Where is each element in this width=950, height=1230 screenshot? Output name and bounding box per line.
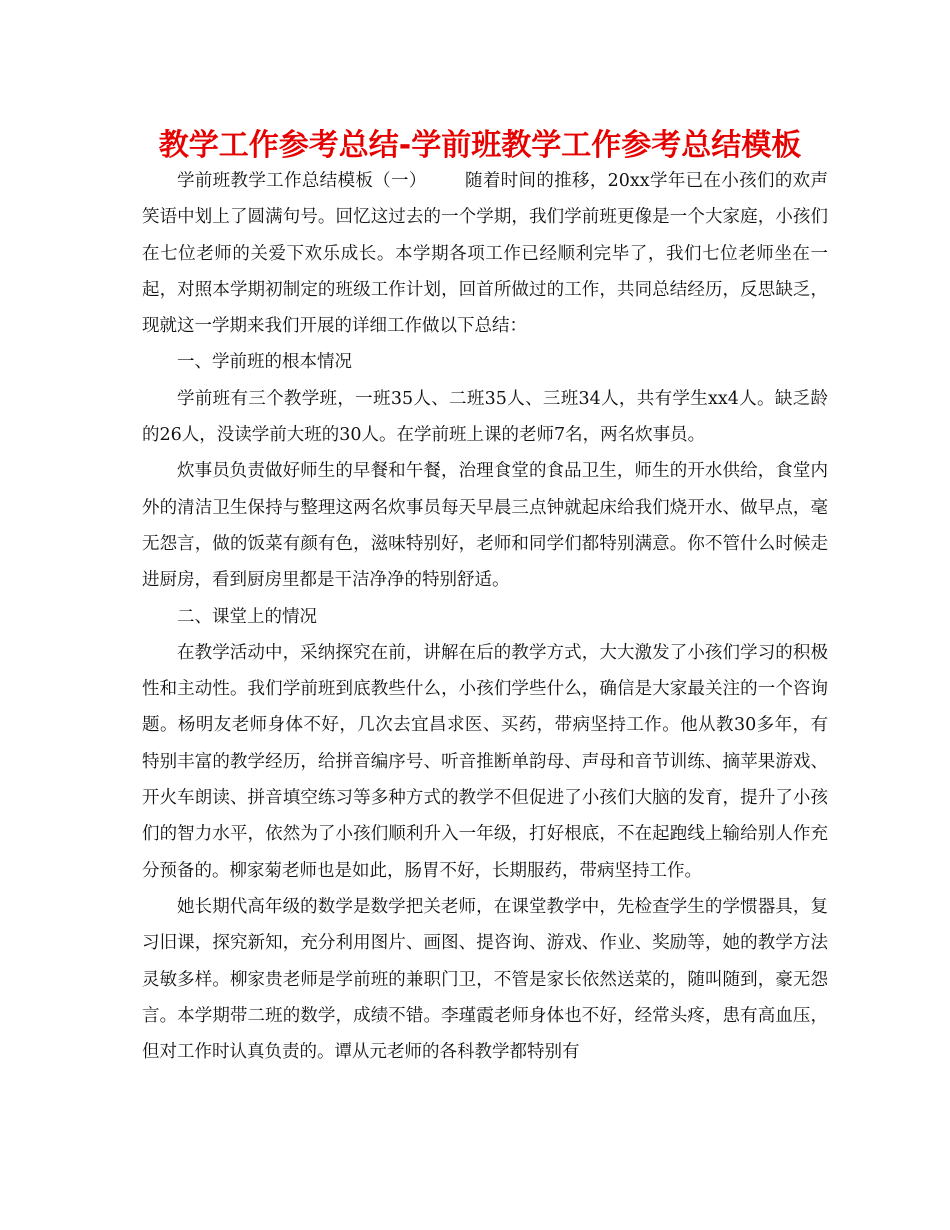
document-body [142, 163, 828, 1070]
document-title: 教学工作参考总结-学前班教学工作参考总结模板 [158, 128, 802, 163]
intro-heading: 学前班教学工作总结模板（一） [177, 171, 427, 191]
paragraph-teachers: 她长期代高年级的数学是数学把关老师，在课堂教学中，先检查学生的学惯器具，复习旧课，探究新知，充分利用图片、画图、提咨询、游戏、作业、奖励等，她的教学方法灵敏多样。柳家贵老师是学前班的兼职门卫，不管是家长依然送菜的，随叫随到，豪无怨言。本学期带二班的数学，成绩不错。李瑾霞老师身体也不好，经常头疼，患有高血压，但对工作时认真负责的。谭从元老师的各科教学都特别有 [142, 896, 828, 1063]
section-heading-1: 一、学前班的根本情况 [177, 352, 352, 373]
paragraph-intro [142, 163, 828, 344]
paragraph-class-info: 学前班有三个教学班，一班35人、二班35人、三班34人，共有学生xx4人。缺乏龄的26人，没读学前大班的30人。在学前班上课的老师7名，两名炊事员。 [142, 388, 828, 446]
section-heading-2: 二、课堂上的情况 [177, 606, 317, 627]
paragraph-classroom: 在教学活动中，采纳探究在前，讲解在后的教学方式，大大激发了小孩们学习的积极性和主动性。我们学前班到底教些什么，小孩们学些什么，确信是大家最关注的一个咨询题。杨明友老师身体不好，几次去宜昌求医、买药，带病坚持工作。他从教30多年，有特别丰富的教学经历，给拼音编序号、听音推断单韵母、声母和音节训练、摘苹果游戏、开火车朗读、拼音填空练习等多种方式的教学不但促进了小孩们大脑的发育，提升了小孩们的智力水平，依然为了小孩们顺利升入一年级，打好根底，不在起跑线上输给别人作充分预备的。柳家菊老师也是如此，肠胃不好，长期服药，带病坚持工作。 [142, 642, 828, 881]
paragraph-cooks: 炊事员负责做好师生的早餐和午餐，治理食堂的食品卫生，师生的开水供给，食堂内外的清洁卫生保持与整理这两名炊事员每天早晨三点钟就起床给我们烧开水、做早点，毫无怨言，做的饭菜有颜有色，滋味特别好，老师和同学们都特别满意。你不管什么时候走进厨房，看到厨房里都是干洁净净的特别舒适。 [142, 461, 828, 591]
paragraph-text: 随着时间的推移，20xx学年已在小孩们的欢声笑语中划上了圆满句号。回忆这过去的一个学期，我们学前班更像是一个大家庭，小孩们在七位老师的关爱下欢乐成长。本学期各项工作已经顺利完毕了，我们七位老师坐在一起，对照本学期初制定的班级工作计划，回首所做过的工作，共同总结经历，反思缺乏，现就这一学期来我们开展的详细工作做以下总结： [142, 171, 829, 337]
